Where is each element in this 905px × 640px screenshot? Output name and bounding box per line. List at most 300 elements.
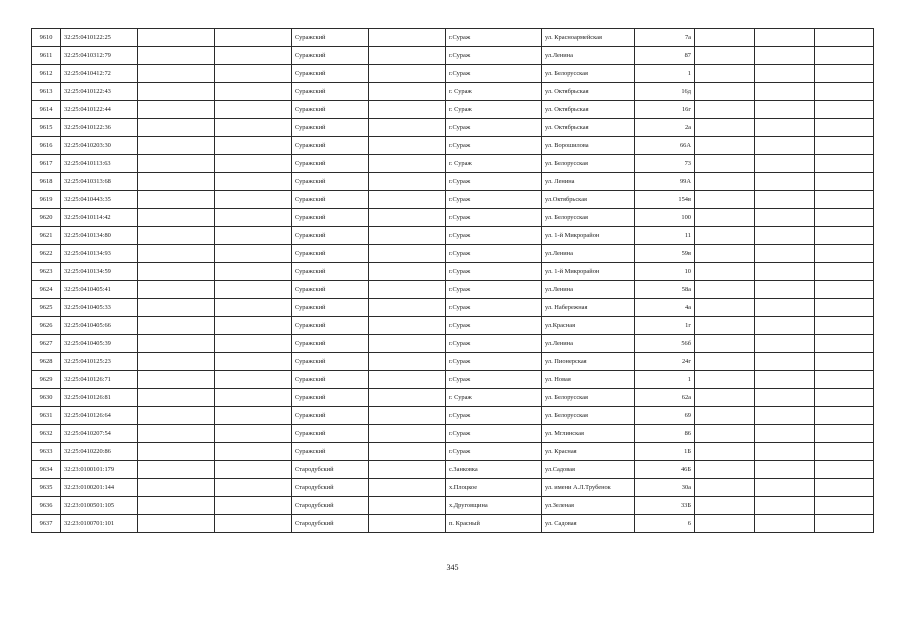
cell-locality: г. Сураж [446,155,542,173]
cell-district: Суражский [292,209,369,227]
cell-house: 87 [635,47,695,65]
cell-street: ул. Мглинская [542,425,635,443]
table-row [32,101,874,119]
cell-empty [815,47,874,65]
table-row [32,335,874,353]
cell-empty [815,317,874,335]
cell-num: 9622 [32,245,61,263]
table-row [32,479,874,497]
cell-district: Суражский [292,335,369,353]
cell-empty [695,497,755,515]
cell-street: ул.Зеленая [542,497,635,515]
cell-street: ул.Красная [542,317,635,335]
cell-empty [369,119,446,137]
cell-empty [695,65,755,83]
cell-empty [369,245,446,263]
cell-empty [215,389,292,407]
cell-cadastral: 32:25:0410207:54 [61,425,138,443]
cell-empty [369,155,446,173]
cell-district: Суражский [292,407,369,425]
cell-empty [369,353,446,371]
cell-cadastral: 32:25:0410113:63 [61,155,138,173]
cell-empty [215,119,292,137]
cell-empty [755,47,815,65]
table-row [32,65,874,83]
cell-empty [755,209,815,227]
table-row [32,83,874,101]
cell-empty [755,407,815,425]
cell-locality: г. Сураж [446,389,542,407]
cell-house: 46Б [635,461,695,479]
cell-empty [815,407,874,425]
table-row [32,371,874,389]
cell-empty [215,479,292,497]
table-row [32,29,874,47]
cell-empty [369,461,446,479]
cell-empty [695,389,755,407]
cell-empty [138,479,215,497]
cell-num: 9635 [32,479,61,497]
cell-empty [695,353,755,371]
table-row [32,137,874,155]
cell-empty [138,461,215,479]
cell-empty [138,353,215,371]
cell-district: Суражский [292,119,369,137]
cell-empty [138,29,215,47]
cell-empty [755,299,815,317]
cell-district: Суражский [292,155,369,173]
cell-street: ул. Октябрьская [542,83,635,101]
cell-empty [755,101,815,119]
cell-num: 9632 [32,425,61,443]
cell-empty [138,335,215,353]
cell-empty [815,101,874,119]
cell-street: ул. Октябрьская [542,119,635,137]
registry-table [31,28,874,533]
cell-locality: с.Занковка [446,461,542,479]
cell-num: 9624 [32,281,61,299]
cell-locality: г.Сураж [446,353,542,371]
cell-empty [138,299,215,317]
cell-empty [369,137,446,155]
cell-street: ул.Ленина [542,281,635,299]
cell-locality: г.Сураж [446,227,542,245]
cell-empty [695,263,755,281]
cell-empty [755,65,815,83]
cell-num: 9613 [32,83,61,101]
cell-empty [695,83,755,101]
cell-house: 1Б [635,443,695,461]
cell-empty [695,281,755,299]
cell-empty [695,443,755,461]
cell-empty [215,155,292,173]
cell-empty [215,335,292,353]
cell-district: Суражский [292,191,369,209]
cell-empty [138,173,215,191]
cell-empty [755,263,815,281]
cell-empty [138,155,215,173]
table-row [32,317,874,335]
cell-house: 10 [635,263,695,281]
cell-empty [695,245,755,263]
cell-cadastral: 32:25:0410405:41 [61,281,138,299]
cell-cadastral: 32:25:0410122:43 [61,83,138,101]
cell-empty [138,191,215,209]
cell-empty [755,317,815,335]
cell-empty [695,335,755,353]
cell-num: 9626 [32,317,61,335]
table-row [32,119,874,137]
cell-empty [138,425,215,443]
cell-empty [215,245,292,263]
cell-cadastral: 32:23:0100701:101 [61,515,138,533]
cell-empty [695,227,755,245]
cell-empty [138,317,215,335]
cell-num: 9627 [32,335,61,353]
table-row [32,281,874,299]
table-row [32,209,874,227]
cell-house: 16д [635,83,695,101]
cell-empty [138,137,215,155]
cell-num: 9618 [32,173,61,191]
cell-num: 9617 [32,155,61,173]
cell-empty [138,227,215,245]
cell-locality: г.Сураж [446,137,542,155]
cell-empty [138,83,215,101]
cell-num: 9630 [32,389,61,407]
cell-empty [138,407,215,425]
table-row [32,245,874,263]
cell-house: 99А [635,173,695,191]
cell-house: 154в [635,191,695,209]
cell-empty [755,137,815,155]
cell-cadastral: 32:25:0410313:68 [61,173,138,191]
cell-empty [695,461,755,479]
cell-num: 9620 [32,209,61,227]
cell-street: ул.Октябрьская [542,191,635,209]
cell-locality: г.Сураж [446,29,542,47]
cell-empty [755,191,815,209]
cell-district: Суражский [292,137,369,155]
cell-locality: г.Сураж [446,191,542,209]
cell-num: 9625 [32,299,61,317]
cell-num: 9616 [32,137,61,155]
cell-cadastral: 32:25:0410220:86 [61,443,138,461]
cell-num: 9628 [32,353,61,371]
cell-empty [815,65,874,83]
cell-empty [369,83,446,101]
cell-locality: г.Сураж [446,335,542,353]
cell-empty [215,173,292,191]
cell-num: 9621 [32,227,61,245]
cell-empty [369,317,446,335]
cell-empty [215,29,292,47]
cell-district: Суражский [292,389,369,407]
cell-empty [138,119,215,137]
cell-empty [815,425,874,443]
cell-empty [215,101,292,119]
cell-district: Суражский [292,299,369,317]
cell-cadastral: 32:25:0410114:42 [61,209,138,227]
cell-empty [369,101,446,119]
cell-num: 9637 [32,515,61,533]
cell-house: 62а [635,389,695,407]
cell-street: ул. Ленина [542,173,635,191]
cell-empty [138,389,215,407]
cell-empty [369,47,446,65]
cell-house: 1г [635,317,695,335]
cell-district: Суражский [292,83,369,101]
cell-empty [215,317,292,335]
cell-street: ул. 1-й Микрорайон [542,227,635,245]
cell-empty [815,83,874,101]
cell-empty [755,371,815,389]
cell-locality: г.Сураж [446,65,542,83]
cell-empty [215,263,292,281]
cell-num: 9631 [32,407,61,425]
cell-empty [755,155,815,173]
cell-locality: г.Сураж [446,119,542,137]
cell-house: 7а [635,29,695,47]
cell-empty [695,155,755,173]
cell-empty [215,515,292,533]
cell-empty [755,335,815,353]
cell-street: ул. Белорусская [542,65,635,83]
table-row [32,299,874,317]
cell-cadastral: 32:25:0410122:36 [61,119,138,137]
cell-empty [755,425,815,443]
cell-street: ул. Белорусская [542,209,635,227]
cell-street: ул. Красноармейская [542,29,635,47]
cell-street: ул.Садовая [542,461,635,479]
cell-street: ул. Новая [542,371,635,389]
table-row [32,425,874,443]
table-row [32,515,874,533]
cell-empty [369,497,446,515]
cell-locality: г.Сураж [446,371,542,389]
cell-empty [815,191,874,209]
cell-district: Стародубский [292,515,369,533]
cell-empty [755,173,815,191]
cell-cadastral: 32:23:0100201:144 [61,479,138,497]
cell-locality: г. Сураж [446,101,542,119]
cell-house: 33Б [635,497,695,515]
cell-empty [215,443,292,461]
cell-cadastral: 32:25:0410134:80 [61,227,138,245]
cell-cadastral: 32:25:0410412:72 [61,65,138,83]
table-row [32,191,874,209]
table-row [32,461,874,479]
cell-cadastral: 32:25:0410134:59 [61,263,138,281]
cell-empty [815,173,874,191]
cell-empty [755,281,815,299]
cell-street: ул.Ленина [542,335,635,353]
cell-num: 9614 [32,101,61,119]
cell-locality: г.Сураж [446,443,542,461]
cell-empty [215,461,292,479]
cell-empty [695,47,755,65]
cell-locality: г.Сураж [446,263,542,281]
cell-empty [815,227,874,245]
cell-locality: г.Сураж [446,281,542,299]
cell-empty [815,119,874,137]
cell-house: 30а [635,479,695,497]
cell-empty [815,137,874,155]
cell-empty [695,425,755,443]
cell-house: 2а [635,119,695,137]
cell-num: 9611 [32,47,61,65]
cell-street: ул. Белорусская [542,407,635,425]
cell-empty [215,65,292,83]
cell-empty [215,209,292,227]
cell-empty [755,119,815,137]
cell-empty [215,47,292,65]
table-row [32,389,874,407]
cell-empty [369,407,446,425]
cell-empty [815,479,874,497]
cell-cadastral: 32:23:0100101:179 [61,461,138,479]
cell-empty [138,263,215,281]
cell-district: Суражский [292,227,369,245]
cell-district: Суражский [292,353,369,371]
cell-house: 24г [635,353,695,371]
cell-num: 9610 [32,29,61,47]
cell-district: Суражский [292,281,369,299]
cell-district: Суражский [292,263,369,281]
cell-street: ул. Набережная [542,299,635,317]
cell-cadastral: 32:25:0410126:81 [61,389,138,407]
cell-street: ул. имени А.Л.Трубенок [542,479,635,497]
cell-empty [215,227,292,245]
cell-street: ул.Ленина [542,47,635,65]
cell-district: Стародубский [292,479,369,497]
table-row [32,47,874,65]
cell-empty [695,173,755,191]
cell-street: ул. Пионерская [542,353,635,371]
cell-cadastral: 32:25:0410126:71 [61,371,138,389]
table-row [32,155,874,173]
cell-empty [369,281,446,299]
table-row [32,443,874,461]
table-row [32,173,874,191]
cell-empty [695,515,755,533]
cell-house: 73 [635,155,695,173]
cell-locality: х.Плоцкое [446,479,542,497]
cell-cadastral: 32:25:0410203:30 [61,137,138,155]
cell-empty [755,245,815,263]
cell-empty [815,389,874,407]
cell-house: 69 [635,407,695,425]
cell-empty [815,209,874,227]
cell-cadastral: 32:25:0410126:64 [61,407,138,425]
table-row [32,227,874,245]
cell-cadastral: 32:25:0410443:35 [61,191,138,209]
cell-locality: г.Сураж [446,299,542,317]
cell-empty [815,461,874,479]
cell-house: 16г [635,101,695,119]
cell-street: ул. 1-й Микрорайон [542,263,635,281]
cell-empty [815,371,874,389]
cell-empty [369,29,446,47]
cell-street: ул.Ленина [542,245,635,263]
cell-empty [695,191,755,209]
cell-empty [815,245,874,263]
cell-empty [215,137,292,155]
cell-num: 9633 [32,443,61,461]
cell-locality: г.Сураж [446,317,542,335]
cell-empty [369,371,446,389]
cell-locality: г.Сураж [446,245,542,263]
cell-empty [369,479,446,497]
cell-cadastral: 32:23:0100501:105 [61,497,138,515]
cell-district: Суражский [292,101,369,119]
cell-house: 1 [635,65,695,83]
cell-num: 9615 [32,119,61,137]
table-row [32,497,874,515]
cell-empty [369,299,446,317]
cell-empty [755,479,815,497]
cell-empty [215,83,292,101]
cell-empty [815,515,874,533]
table-row [32,353,874,371]
cell-street: ул. Красная [542,443,635,461]
cell-empty [215,371,292,389]
cell-empty [695,299,755,317]
cell-empty [815,497,874,515]
cell-empty [215,497,292,515]
cell-empty [755,515,815,533]
cell-empty [755,29,815,47]
cell-empty [755,461,815,479]
cell-empty [138,371,215,389]
cell-num: 9619 [32,191,61,209]
cell-house: 59в [635,245,695,263]
cell-district: Суражский [292,47,369,65]
cell-empty [138,443,215,461]
cell-num: 9636 [32,497,61,515]
cell-empty [369,425,446,443]
cell-empty [369,227,446,245]
cell-locality: г.Сураж [446,425,542,443]
cell-empty [215,191,292,209]
cell-cadastral: 32:25:0410122:44 [61,101,138,119]
cell-empty [369,191,446,209]
table-body [32,29,874,533]
cell-district: Суражский [292,371,369,389]
cell-district: Суражский [292,425,369,443]
cell-cadastral: 32:25:0410405:33 [61,299,138,317]
cell-empty [695,317,755,335]
cell-empty [369,389,446,407]
cell-street: ул. Ворошилова [542,137,635,155]
cell-empty [695,29,755,47]
cell-district: Стародубский [292,497,369,515]
cell-house: 1 [635,371,695,389]
cell-empty [369,515,446,533]
cell-empty [138,101,215,119]
cell-empty [755,443,815,461]
cell-empty [369,335,446,353]
cell-locality: г.Сураж [446,209,542,227]
cell-empty [369,443,446,461]
cell-locality: п. Красный [446,515,542,533]
cell-cadastral: 32:25:0410134:93 [61,245,138,263]
cell-empty [695,371,755,389]
cell-empty [695,209,755,227]
cell-district: Суражский [292,245,369,263]
cell-district: Суражский [292,317,369,335]
cell-num: 9629 [32,371,61,389]
